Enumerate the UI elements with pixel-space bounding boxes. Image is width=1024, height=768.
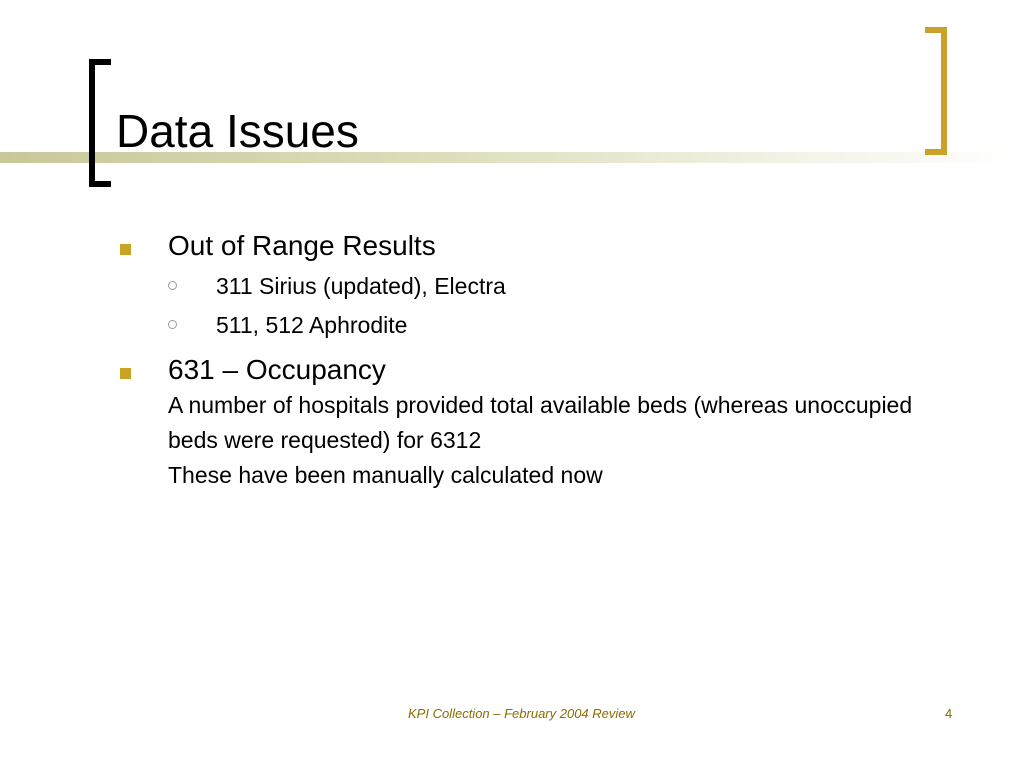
left-bracket-decoration [89, 59, 111, 187]
circle-bullet-icon [168, 320, 177, 329]
square-bullet-icon [120, 244, 131, 255]
bullet-text: 631 – Occupancy [168, 354, 386, 385]
footer-text: KPI Collection – February 2004 Review [408, 706, 635, 721]
sub-bullet-text: 311 Sirius (updated), Electra [216, 273, 506, 299]
sub-bullet-item [118, 267, 948, 306]
slide-content [118, 228, 948, 493]
bullet-detail: A number of hospitals provided total available beds (whereas unoccupied beds were requested) for 6312 [168, 392, 913, 453]
circle-bullet-icon [168, 281, 177, 290]
bullet-item [118, 352, 948, 493]
square-bullet-icon [120, 368, 131, 379]
bullet-detail: These have been manually calculated now [168, 462, 603, 488]
sub-bullet-text: 511, 512 Aphrodite [216, 312, 408, 338]
sub-bullet-item [118, 306, 948, 345]
bullet-text: Out of Range Results [168, 230, 436, 261]
right-bracket-decoration [925, 27, 947, 155]
slide-title: Data Issues [116, 105, 359, 157]
sub-bullet-list [118, 267, 948, 345]
page-number: 4 [945, 706, 953, 721]
bullet-item [118, 228, 948, 264]
